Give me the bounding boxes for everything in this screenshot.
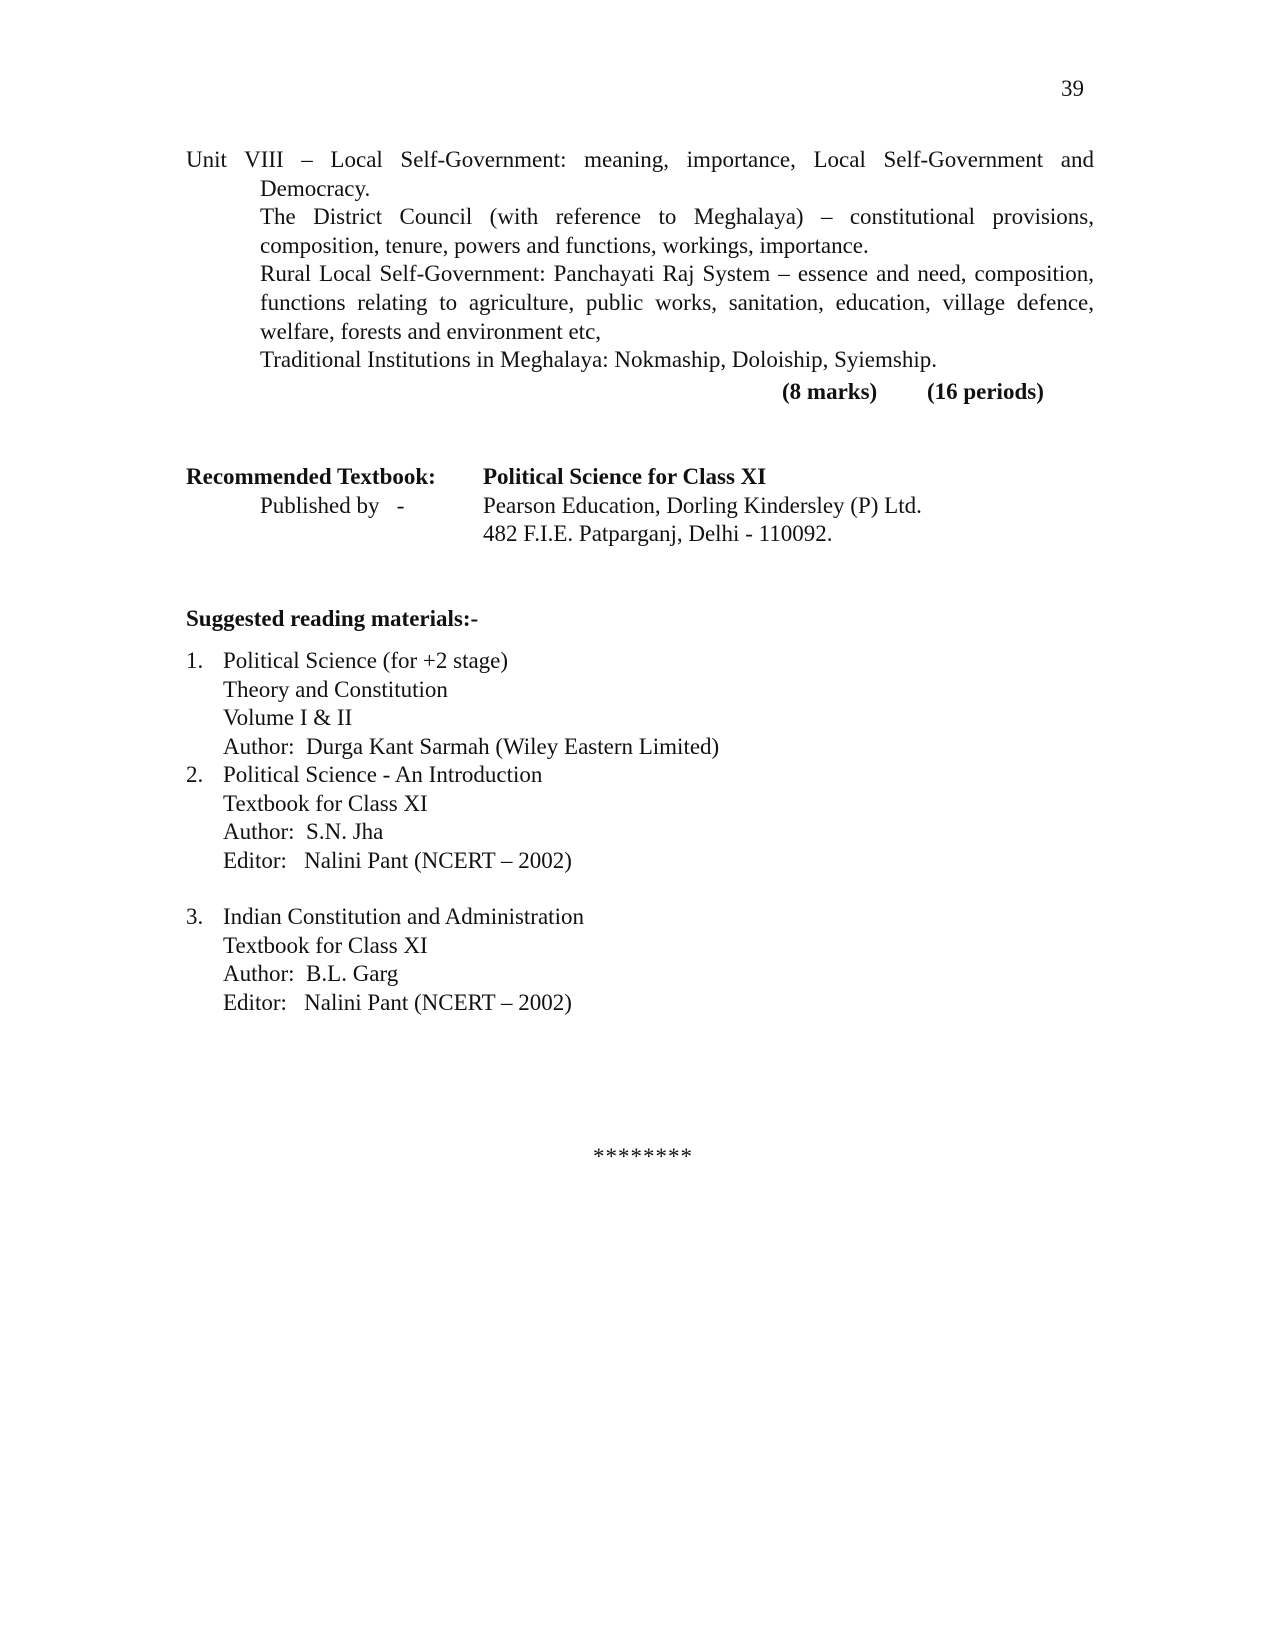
page-number: 39 — [1061, 76, 1084, 101]
list-number: 2. — [186, 762, 204, 787]
unit-viii-section — [186, 146, 1094, 375]
publisher-address: 482 F.I.E. Patparganj, Delhi - 110092. — [483, 521, 833, 547]
list-line: Indian Constitution and Administration — [223, 904, 584, 929]
periods-label: (16 periods) — [926, 379, 1044, 404]
end-of-section-marker: ******** — [593, 1144, 693, 1169]
list-number: 1. — [186, 648, 204, 673]
list-line: Author: Durga Kant Sarmah (Wiley Eastern Limited) — [223, 733, 720, 759]
list-line: Political Science (for +2 stage) — [223, 648, 509, 673]
suggested-reading-heading: Suggested reading materials:- — [186, 606, 479, 631]
publisher-name: Pearson Education, Dorling Kindersley (P) Ltd. — [483, 492, 922, 518]
reading-list-item-3 — [186, 903, 584, 1017]
rural-local-government-paragraph: Rural Local Self-Government: Panchayati Raj System – essence and need, composition, functions relating to agriculture, public works, sanitation, education, village defence, welfare, forests and environment etc, — [260, 261, 1094, 344]
list-line: Theory and Constitution — [223, 676, 448, 702]
unit-heading-line: Unit VIII – Local Self-Government: meaning, importance, Local Self-Government and — [186, 147, 1094, 172]
marks-periods-line — [782, 379, 1044, 405]
list-line: Author: S.N. Jha — [223, 819, 384, 845]
list-number: 3. — [186, 904, 204, 929]
unit-para1-continuation: Democracy. — [260, 175, 371, 201]
marks-label: (8 marks) — [782, 379, 878, 404]
textbook-title: Political Science for Class XI — [483, 464, 767, 489]
list-line: Political Science - An Introduction — [223, 762, 543, 787]
published-by-label: Published by - — [260, 492, 405, 518]
recommended-textbook-section — [186, 463, 922, 549]
district-council-paragraph: The District Council (with reference to Meghalaya) – constitutional provisions, composition, tenure, powers and functions, workings, importance. — [260, 204, 1094, 258]
list-line: Textbook for Class XI — [223, 932, 428, 958]
list-line: Textbook for Class XI — [223, 790, 428, 816]
reading-list-item-2 — [186, 761, 572, 875]
list-line: Author: B.L. Garg — [223, 961, 399, 987]
list-line: Volume I & II — [223, 705, 353, 731]
list-line: Editor: Nalini Pant (NCERT – 2002) — [223, 989, 572, 1015]
traditional-institutions-paragraph: Traditional Institutions in Meghalaya: Nokmaship, Doloiship, Syiemship. — [260, 347, 937, 373]
recommended-textbook-label: Recommended Textbook: — [186, 464, 436, 489]
reading-list-item-1 — [186, 647, 719, 761]
list-line: Editor: Nalini Pant (NCERT – 2002) — [223, 847, 572, 873]
